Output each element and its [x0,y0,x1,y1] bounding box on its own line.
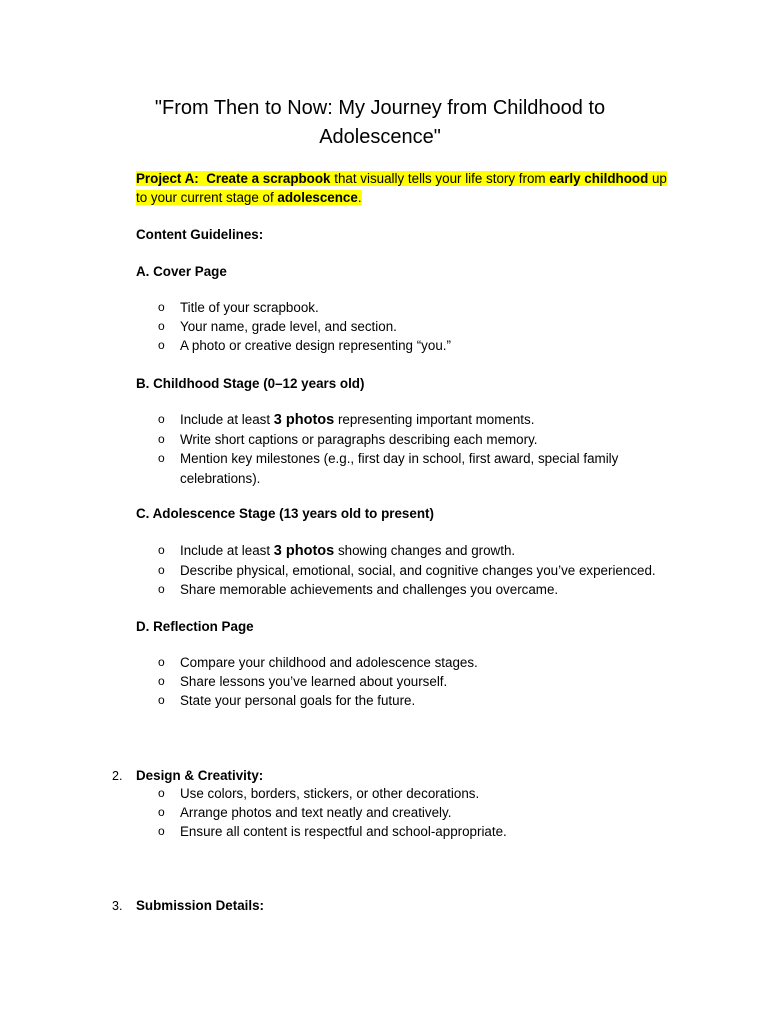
section-c-list [158,541,678,600]
section-d-list [158,653,678,711]
bullet-mark: o [158,693,165,708]
bullet-mark: o [158,338,165,353]
three-photos-bold: 3 photos [273,412,335,428]
project-intro [136,169,681,207]
list-item: o Write short captions or paragraphs describing each memory. [158,430,678,449]
list-item: o Share lessons you’ve learned about yourself. [158,672,678,691]
intro-text-1: that visually tells your life story from [330,171,550,186]
title-line-2: Adolescence" [319,126,441,148]
section-c-heading: C. Adolescence Stage (13 years old to present) [136,506,434,521]
document-title [120,94,640,152]
bullet-mark: o [158,824,165,839]
bullet-mark: o [158,319,165,334]
three-photos-bold: 3 photos [273,543,335,559]
bullet-mark: o [158,674,165,689]
intro-text-2: up to your current stage of [136,171,667,205]
project-label: Project A: [136,171,199,186]
section-3-label: Submission Details: [136,898,264,913]
list-item: o Use colors, borders, stickers, or other decorations. [158,784,678,803]
bullet-mark: o [158,786,165,800]
bullet-mark: o [158,543,165,557]
section-a-list [158,298,678,356]
section-2-label: Design & Creativity: [136,768,264,783]
content-guidelines-heading: Content Guidelines: [136,227,264,242]
list-item: o Include at least 3 photos showing changes and growth. [158,543,516,559]
list-item: o Title of your scrapbook. [158,298,678,317]
section-d-heading: D. Reflection Page [136,619,254,634]
list-item: o Arrange photos and text neatly and creatively. [158,803,678,822]
section-b-heading: B. Childhood Stage (0–12 years old) [136,376,365,391]
section-2-heading [112,766,263,786]
adolescence-bold: adolescence [277,190,358,205]
bullet-mark: o [158,432,165,447]
list-item: o Ensure all content is respectful and school-appropriate. [158,822,678,841]
title-line-1: "From Then to Now: My Journey from Childhood to [154,97,606,119]
bullet-mark: o [158,805,165,820]
section-3-heading [112,896,264,916]
list-item: o Describe physical, emotional, social, and cognitive changes you’ve experienced. [158,561,678,580]
list-item: o Include at least 3 photos representing important moments. [158,412,535,428]
section-number: 3. [112,899,123,913]
list-item: o Compare your childhood and adolescence stages. [158,653,678,672]
early-childhood-bold: early childhood [549,171,649,186]
section-a-heading: A. Cover Page [136,264,227,279]
list-item: o A photo or creative design representing “you.” [158,336,678,355]
bullet-mark: o [158,412,165,426]
list-item: o Share memorable achievements and challenges you overcame. [158,580,678,599]
intro-text-3: . [357,190,362,205]
bullet-mark: o [158,655,165,669]
bullet-mark: o [158,582,165,597]
list-item: o Mention key milestones (e.g., first day in school, first award, special family celebrations). [158,451,619,486]
section-number: 2. [112,769,123,783]
list-item: o Your name, grade level, and section. [158,317,678,336]
section-b-list [158,410,678,488]
list-item: o State your personal goals for the future. [158,691,678,710]
bullet-mark: o [158,451,165,466]
create-scrapbook-bold: Create a scrapbook [206,171,331,186]
section-2-list [158,784,678,842]
bullet-mark: o [158,563,165,578]
bullet-mark: o [158,300,165,314]
